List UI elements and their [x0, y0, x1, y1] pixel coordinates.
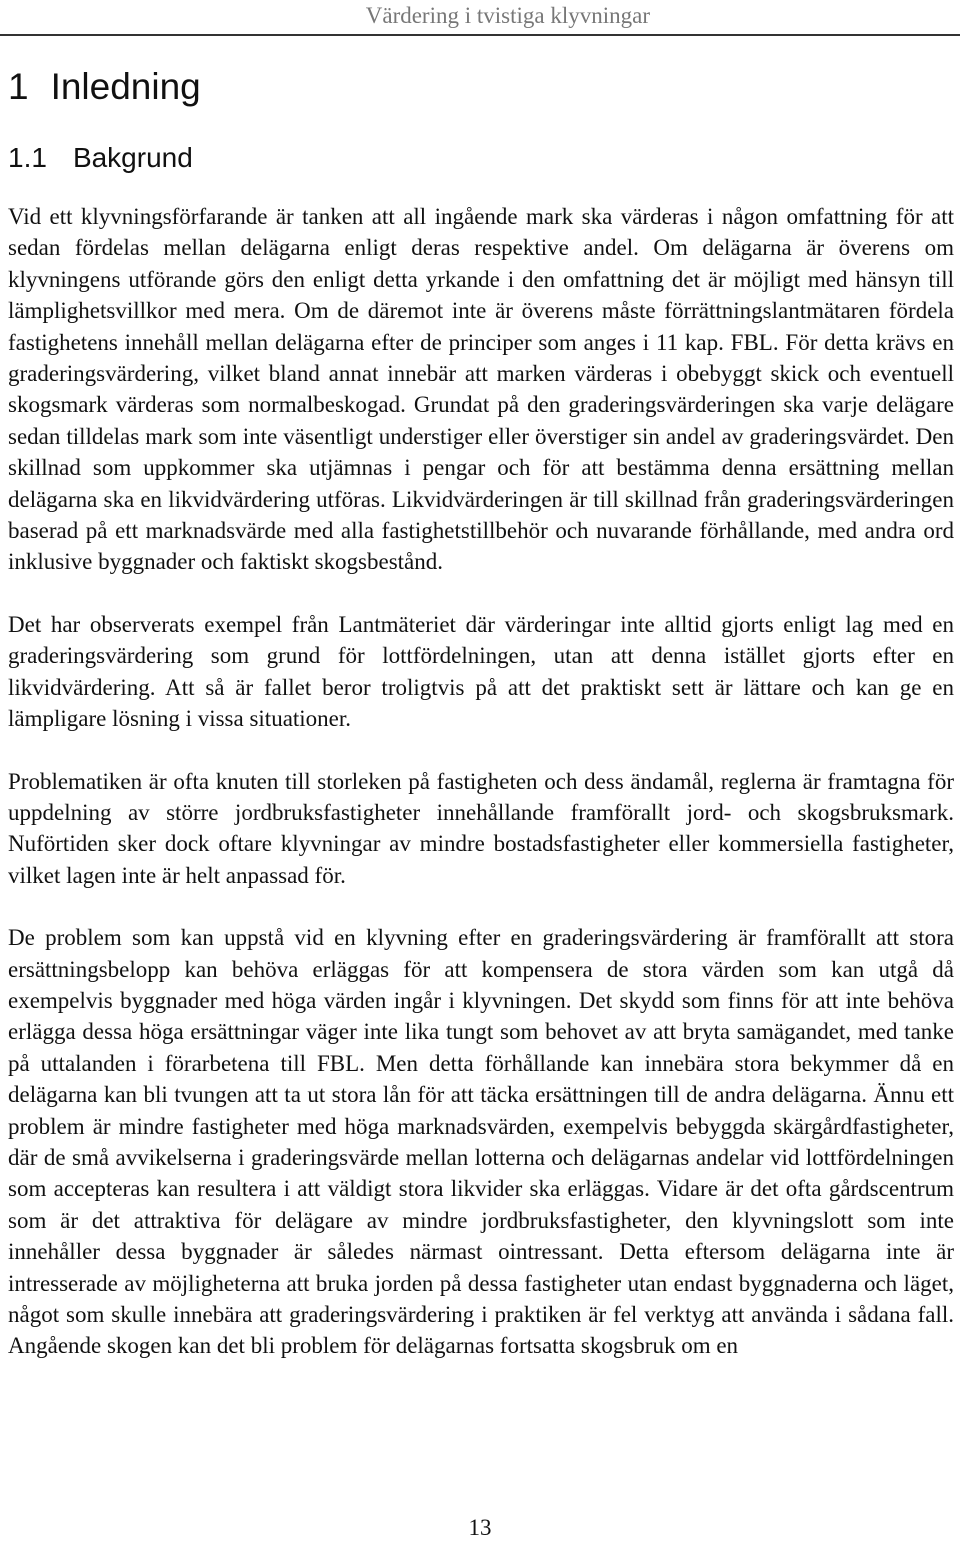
section-number: 1.1 [8, 142, 47, 173]
section-heading [8, 140, 193, 176]
paragraph: Problematiken är ofta knuten till storleken på fastigheten och dess ändamål, reglerna är framtagna för uppdelning av större jordbruksfastigheter innehållande framförallt jord- och skogsbruksmark. Nuförtiden sker dock oftare klyvningar av mindre bostadsfastigheter eller kommersiella fastigheter, vilket lagen inte är helt anpassad för. [8, 768, 954, 888]
section-title: Bakgrund [72, 142, 193, 173]
running-header-title: Värdering i tvistiga klyvningar [365, 3, 650, 28]
page-number: 13 [468, 1515, 492, 1540]
paragraph: Det har observerats exempel från Lantmäteriet där värderingar inte alltid gjorts enligt lag med en graderingsvärdering som grund för lottfördelningen, utan att denna istället gjorts efter en likvidvärdering. Att så är fallet beror troligtvis på att det praktiskt sett är lättare och kan ge en lämpligare lösning i vissa situationer. [8, 611, 954, 732]
running-header [0, 0, 960, 36]
paragraph: De problem som kan uppstå vid en klyvning efter en graderingsvärdering är framförallt att stora ersättningsbelopp kan behöva erläggas för att kompensera de stora värden som kan utgå då exempelvis byggnader med höga värden ingår i klyvningen. Det skydd som finns för att inte behöva erlägga dessa höga ersättningar väger inte lika tungt som behovet av att bryta samägandet, med tanke på uttalanden i förarbetena till FBL. Men detta förhållande kan innebära stora bekymmer då en delägarna kan bli tvungen att ta ut stora lån för att täcka ersättningen till de andra delägarna. Ännu ett problem är mindre fastigheter med höga marknadsvärden, exempelvis bebyggda skärgårdfastigheter, där de små avvikelserna i graderingsvärde mellan lotterna och delägarnas andelar vid lottfördelningen som accepteras kan resultera i att väldigt stora likvider ska erläggas. Vidare är det ofta gårdscentrum som är det attraktiva för delägare av mindre jordbruksfastigheter, den klyvningslott som inte innehåller dessa byggnader är således närmast ointressant. Detta eftersom delägarna inte är intresserade av möjligheterna att bruka jorden på dessa fastigheter utan endast byggnaderna och läget, något som skulle innebära att graderingsvärdering i praktiken är fel verktyg att använda i sådana fall. Angående skogen kan det bli problem för delägarnas fortsatta skogsbruk om en [8, 925, 954, 1359]
body-text [8, 201, 954, 1362]
chapter-number: 1 [8, 66, 29, 107]
chapter-title: Inledning [50, 66, 201, 107]
paragraph: Vid ett klyvningsförfarande är tanken att all ingående mark ska värderas i någon omfattning för att sedan fördelas mellan delägarna enligt deras respektive andel. Om delägarna är överens om klyvningens utförande görs den enligt detta yrkande i den omfattning det är möjligt med hänsyn till lämplighetsvillkor med mera. Om de däremot inte är överens måste förrättningslantmätaren fördela fastighetens innehåll mellan delägarna efter de principer som anges i 11 kap. FBL. För detta krävs en graderingsvärdering, vilket bland annat innebär att marken värderas i obebyggt skick och eventuell skogsmark värderas som normalbeskogad. Grundat på den graderingsvärderingen ska varje delägare sedan tilldelas mark som inte väsentligt understiger eller överstiger sin andel av graderingsvärdet. Den skillnad som uppkommer ska utjämnas i pengar och för att bestämma denna ersättning mellan delägarna ska en likvidvärdering utföras. Likvidvärderingen är till skillnad från graderingsvärderingen baserad på ett marknadsvärde med alla fastighetstillbehör och nuvarande förhållande, med andra ord inklusive byggnader och faktiskt skogsbestånd. [8, 204, 954, 575]
header-rule [0, 34, 960, 36]
chapter-heading [8, 63, 201, 111]
